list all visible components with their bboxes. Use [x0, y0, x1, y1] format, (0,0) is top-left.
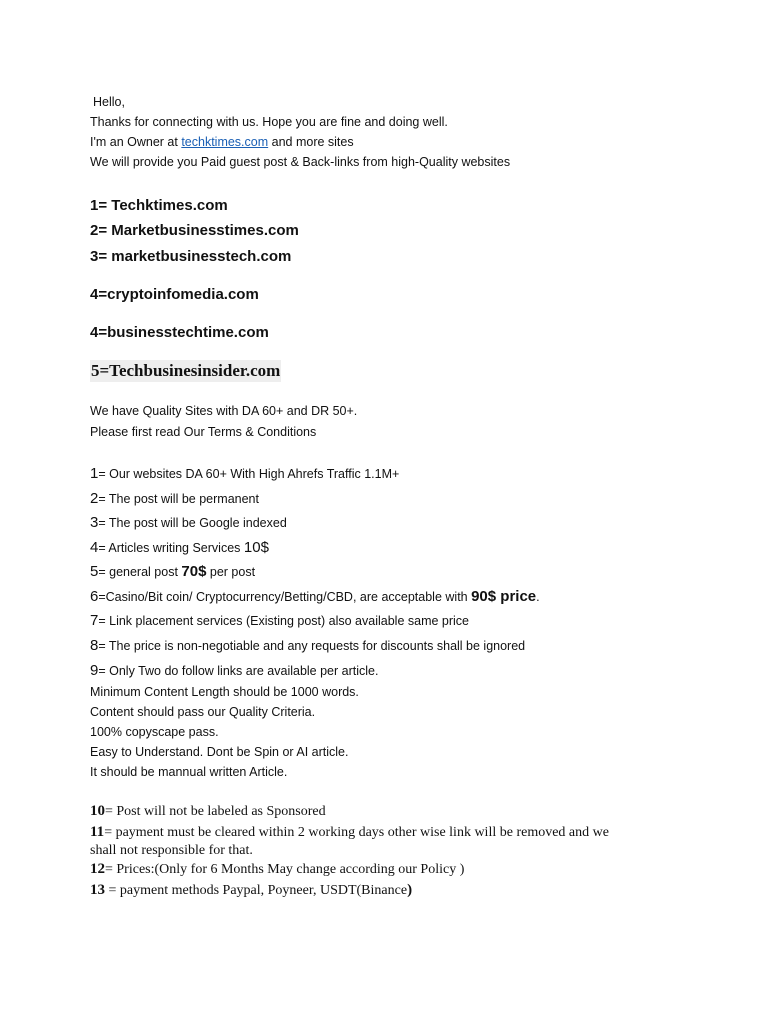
term-11-continued: shall not responsible for that.: [90, 843, 253, 858]
term-text: = payment must be cleared within 2 working days other wise link will be removed and we: [104, 825, 609, 840]
owner-prefix: I'm an Owner at: [90, 135, 182, 149]
term-text: = The post will be permanent: [98, 492, 259, 506]
term-2: [90, 491, 259, 507]
intro-offer: We will provide you Paid guest post & Back-links from high-Quality websites: [90, 155, 511, 169]
article-note: It should be mannual written Article.: [90, 765, 288, 779]
quality-line: We have Quality Sites with DA 60+ and DR 50+.: [90, 404, 358, 418]
owner-suffix: and more sites: [268, 135, 354, 149]
site-item: 4=businesstechtime.com: [90, 324, 269, 341]
term-text: = Prices:(Only for 6 Months May change according our Policy ): [105, 862, 465, 877]
term-text: = The post will be Google indexed: [98, 516, 287, 530]
term-number: 9: [90, 662, 99, 679]
term-text: = general post: [98, 565, 182, 579]
term-1: [90, 466, 399, 482]
term-close: ): [407, 882, 413, 898]
term-text: =Casino/Bit coin/ Cryptocurrency/Betting/CBD, are acceptable with: [98, 590, 472, 604]
site-item: 3= marketbusinesstech.com: [90, 248, 292, 265]
term-text: = Post will not be labeled as Sponsored: [105, 804, 326, 819]
term-after: per post: [206, 565, 256, 579]
intro-owner: [90, 134, 354, 150]
term-number: 12: [90, 861, 105, 877]
terms-heading: Please first read Our Terms & Conditions: [90, 425, 317, 439]
term-text: = Link placement services (Existing post) also available same price: [98, 614, 469, 628]
term-11: [90, 824, 609, 841]
techktimes-link[interactable]: techktimes.com: [181, 135, 269, 149]
term-8: [90, 638, 525, 654]
term-13: [90, 882, 412, 899]
term-price: 10$: [243, 539, 269, 556]
term-number: 13: [90, 882, 105, 898]
term-number: 3: [90, 514, 99, 531]
term-text: = payment methods Paypal, Poyneer, USDT(Binance: [105, 883, 408, 898]
site-item-highlighted: 5=Techbusinesinsider.com: [91, 361, 281, 380]
term-3: [90, 515, 287, 531]
article-note: 100% copyscape pass.: [90, 725, 219, 739]
term-price: 90$ price: [471, 588, 537, 605]
term-5: [90, 564, 255, 580]
term-after: .: [536, 590, 540, 604]
site-item: 2= Marketbusinesstimes.com: [90, 222, 299, 239]
term-4: [90, 540, 269, 556]
term-price: 70$: [181, 563, 207, 580]
term-number: 8: [90, 637, 99, 654]
term-7: [90, 613, 469, 629]
site-item: 1= Techktimes.com: [90, 197, 228, 214]
greeting: Hello,: [93, 95, 125, 109]
term-text: = Articles writing Services: [98, 541, 244, 555]
site-item: 4=cryptoinfomedia.com: [90, 286, 259, 303]
term-text: = The price is non-negotiable and any requests for discounts shall be ignored: [98, 639, 526, 653]
term-number: 4: [90, 539, 99, 556]
term-9: [90, 663, 378, 679]
term-6: [90, 589, 540, 605]
article-note: Easy to Understand. Dont be Spin or AI article.: [90, 745, 349, 759]
term-text: = Only Two do follow links are available per article.: [98, 664, 379, 678]
article-note: Minimum Content Length should be 1000 words.: [90, 685, 359, 699]
term-10: [90, 803, 326, 820]
article-note: Content should pass our Quality Criteria.: [90, 705, 316, 719]
intro-thanks: Thanks for connecting with us. Hope you are fine and doing well.: [90, 115, 448, 129]
term-12: [90, 861, 464, 878]
term-number: 6: [90, 588, 99, 605]
term-number: 7: [90, 612, 99, 629]
term-text: = Our websites DA 60+ With High Ahrefs Traffic 1.1M+: [98, 467, 400, 481]
term-number: 5: [90, 563, 99, 580]
term-number: 2: [90, 490, 99, 507]
term-number: 10: [90, 803, 105, 819]
term-number: 11: [90, 824, 105, 840]
term-number: 1: [90, 465, 99, 482]
